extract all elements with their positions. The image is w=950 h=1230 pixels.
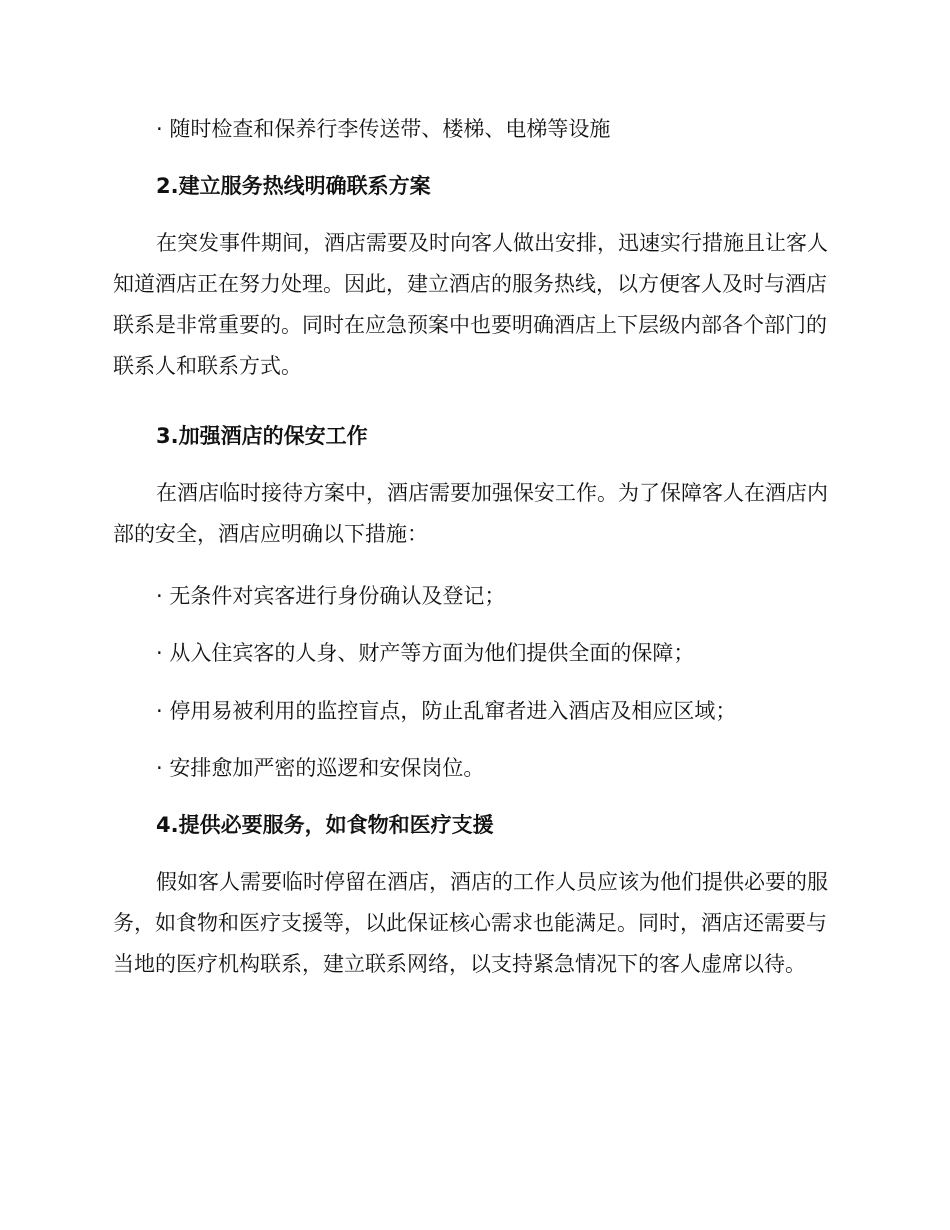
section-heading: 2.建立服务热线明确联系方案 [156,174,431,198]
section-paragraph [113,223,831,387]
bullet-item: · 无条件对宾客进行身份确认及登记； [156,584,506,608]
section-heading: 4.提供必要服务，如食物和医疗支援 [156,813,494,837]
paragraph-text: 假如客人需要临时停留在酒店，酒店的工作人员应该为他们提供必要的服务，如食物和医疗支援等，以此保证核心需求也能满足。同时，酒店还需要与当地的医疗机构联系，建立联系网络，以支持紧急情况下的客人虚席以待。 [113,870,828,976]
section-paragraph [113,862,831,985]
bullet-item: · 安排愈加严密的巡逻和安保岗位。 [156,756,485,780]
bullet-item: · 停用易被利用的监控盲点，防止乱窜者进入酒店及相应区域； [156,699,737,723]
paragraph-text: 在突发事件期间，酒店需要及时向客人做出安排，迅速实行措施且让客人知道酒店正在努力处理。因此，建立酒店的服务热线，以方便客人及时与酒店联系是非常重要的。同时在应急预案中也要明确酒店上下层级内部各个部门的联系人和联系方式。 [113,231,828,378]
section-heading: 3.加强酒店的保安工作 [156,424,368,448]
paragraph-text: 在酒店临时接待方案中，酒店需要加强保安工作。为了保障客人在酒店内部的安全，酒店应明确以下措施： [113,481,828,546]
bullet-item: · 从入住宾客的人身、财产等方面为他们提供全面的保障； [156,641,695,665]
section-paragraph [113,473,831,555]
bullet-item: · 随时检查和保养行李传送带、楼梯、电梯等设施 [156,117,611,141]
